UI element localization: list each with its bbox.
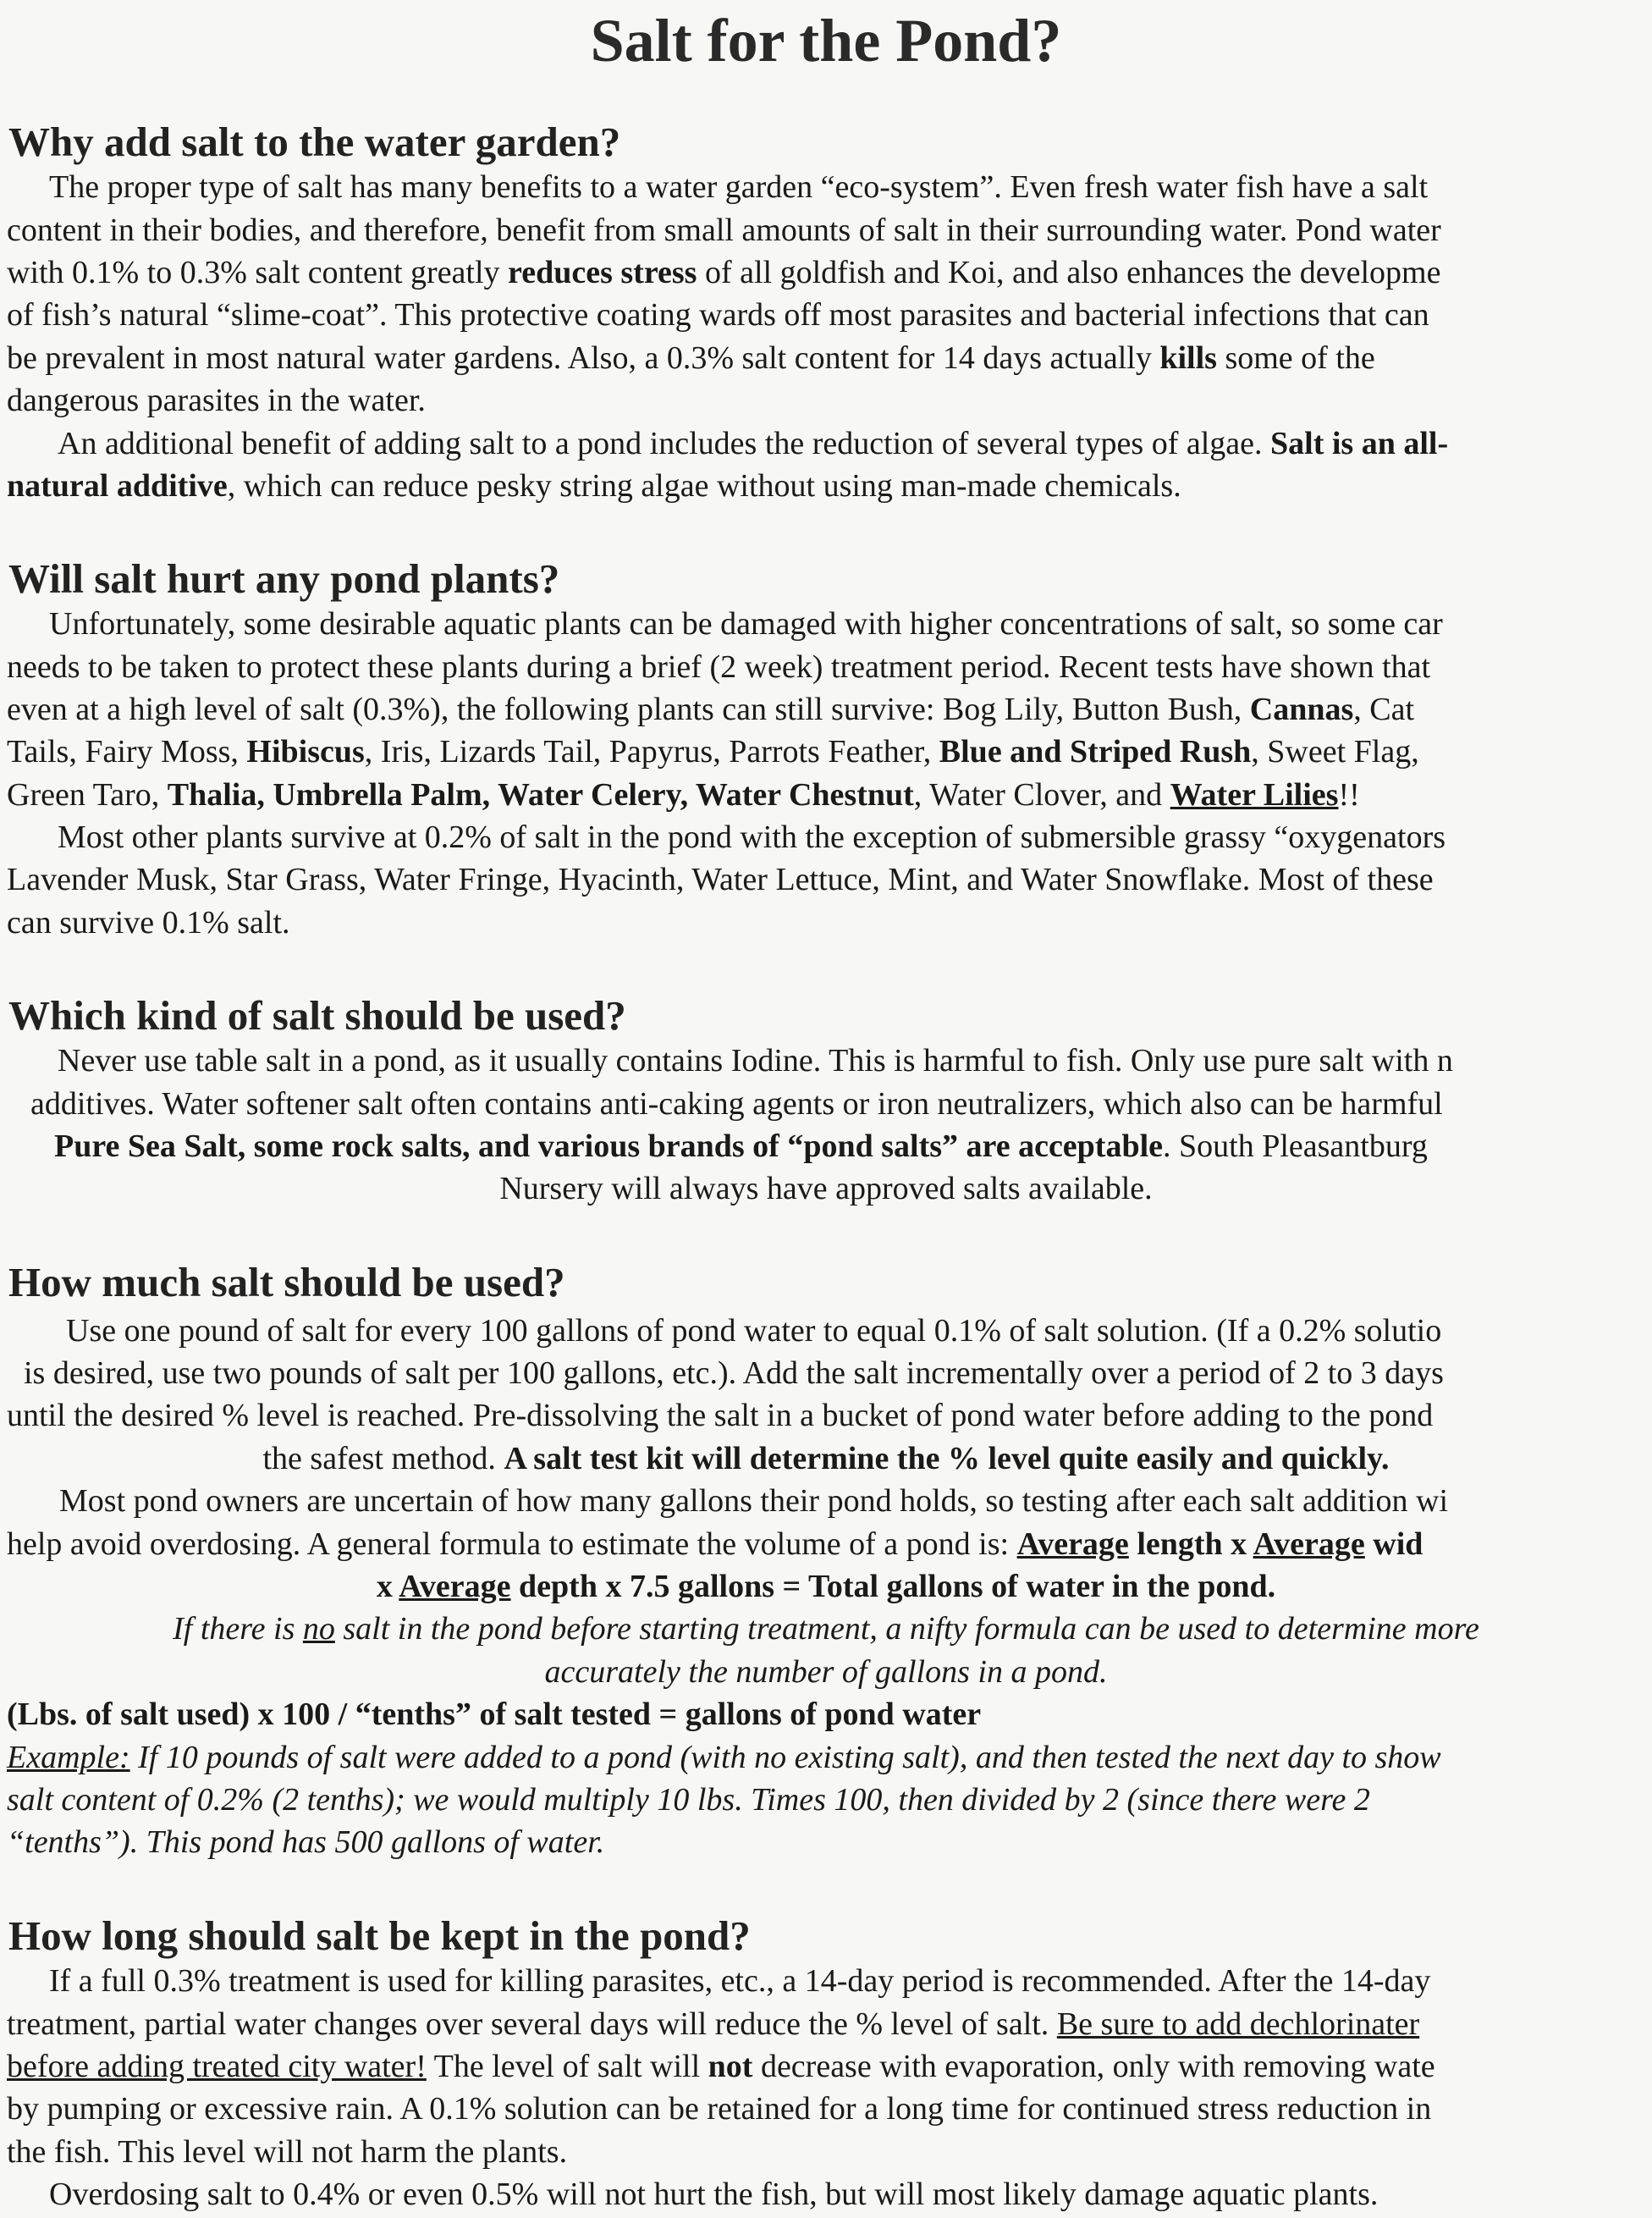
bold-text: Cannas — [1249, 692, 1354, 727]
bold-text: x — [376, 1569, 399, 1604]
paragraph-line — [7, 337, 1375, 379]
example-line: “tenths”). This pond has 500 gallons of water. — [7, 1824, 605, 1860]
bold-text: Thalia, Umbrella Palm, Water Celery, Water Chestnut — [167, 777, 914, 813]
bold-text: length x — [1128, 1526, 1253, 1562]
paragraph-line: of fish’s natural “slime-coat”. This protective coating wards off most parasites and bacterial infections that can — [7, 297, 1429, 333]
bold-underlined-text: Water Lilies — [1170, 777, 1339, 813]
bold-underlined-text: Average — [399, 1569, 511, 1604]
paragraph-line: Most other plants survive at 0.2% of salt in the pond with the exception of submersible grassy “oxygenators — [58, 819, 1446, 855]
text-run: , Iris, Lizards Tail, Papyrus, Parrots Feather, — [364, 734, 939, 770]
text-run: An additional benefit of adding salt to a pond includes the reduction of several types of algae. — [58, 426, 1271, 461]
paragraph-line: by pumping or excessive rain. A 0.1% solution can be retained for a long time for continued stress reduction in — [7, 2091, 1432, 2127]
section-heading-how-much: How much salt should be used? — [8, 1259, 565, 1305]
section-heading-why-add-salt: Why add salt to the water garden? — [8, 119, 621, 165]
text-run: Tails, Fairy Moss, — [7, 734, 247, 770]
underlined-text: Be sure to add dechlorinater — [1056, 2006, 1420, 2042]
paragraph-line: needs to be taken to protect these plants during a brief (2 week) treatment period. Recent tests have shown that — [7, 649, 1431, 685]
underlined-text: no — [302, 1611, 335, 1647]
text-run: , Cat — [1353, 692, 1415, 727]
example-line — [7, 1736, 1441, 1779]
paragraph-line — [7, 731, 1419, 773]
bold-underlined-text: Average — [1253, 1526, 1365, 1562]
paragraph-line: until the desired % level is reached. Pre-dissolving the salt in a bucket of pond water before adding to the pond — [7, 1398, 1434, 1433]
paragraph-line — [7, 2003, 1419, 2045]
section-heading-which-salt: Which kind of salt should be used? — [8, 992, 626, 1039]
bold-text: Hibiscus — [246, 734, 365, 770]
bold-text: depth x 7.5 gallons = Total gallons of water in the pond. — [510, 1569, 1276, 1604]
bold-text: A salt test kit will determine the % level quite easily and quickly. — [504, 1441, 1390, 1476]
paragraph-line — [54, 1125, 1428, 1167]
paragraph-line: can survive 0.1% salt. — [7, 905, 290, 941]
bold-text: kills — [1159, 340, 1217, 376]
paragraph-line: additives. Water softener salt often contains anti-caking agents or iron neutralizers, which also can be harmful — [30, 1086, 1443, 1122]
paragraph-line: Nursery will always have approved salts available. — [499, 1171, 1153, 1206]
text-run: help avoid overdosing. A general formula to estimate the volume of a pond is: — [7, 1526, 1017, 1562]
text-run: even at a high level of salt (0.3%), the following plants can still survive: Bog Lily, Button Bush, — [7, 692, 1250, 727]
italic-paragraph-line: accurately the number of gallons in a pond. — [544, 1654, 1108, 1690]
page-title: Salt for the Pond? — [590, 7, 1062, 74]
italic-paragraph-line — [0, 1608, 1652, 1650]
paragraph-line: Unfortunately, some desirable aquatic plants can be damaged with higher concentrations of salt, so some car — [49, 606, 1443, 642]
formula-line: (Lbs. of salt used) x 100 / “tenths” of salt tested = gallons of pond water — [7, 1697, 982, 1732]
paragraph-line: If a full 0.3% treatment is used for killing parasites, etc., a 14-day period is recommended. After the 14-day — [49, 1963, 1431, 1999]
text-run: , Sweet Flag, — [1251, 734, 1419, 770]
paragraph-line: content in their bodies, and therefore, benefit from small amounts of salt in their surrounding water. Pond water — [7, 212, 1441, 248]
text-run: !! — [1338, 777, 1360, 813]
text-run: with 0.1% to 0.3% salt content greatly — [7, 255, 509, 290]
text-run: , Water Clover, and — [913, 777, 1170, 813]
text-run: some of the — [1216, 340, 1375, 376]
text-run: treatment, partial water changes over several days will reduce the % level of salt. — [7, 2006, 1057, 2042]
paragraph-line: Lavender Musk, Star Grass, Water Fringe, Hyacinth, Water Lettuce, Mint, and Water Snowflake. Most of these — [7, 862, 1434, 897]
text-run: Green Taro, — [7, 777, 168, 813]
paragraph-line — [0, 1437, 1652, 1480]
text-run: The level of salt will — [426, 2049, 708, 2084]
paragraph-line — [7, 2045, 1435, 2088]
paragraph-line: The proper type of salt has many benefits to a water garden “eco-system”. Even fresh water fish have a salt — [49, 169, 1429, 205]
text-run: If 10 pounds of salt were added to a pond (with no existing salt), and then tested the next day to show — [129, 1740, 1441, 1775]
paragraph-line: Most pond owners are uncertain of how many gallons their pond holds, so testing after each salt addition wi — [59, 1483, 1449, 1519]
underlined-text: before adding treated city water! — [7, 2049, 427, 2084]
paragraph-line — [7, 251, 1440, 294]
paragraph-line: is desired, use two pounds of salt per 100 gallons, etc.). Add the salt incrementally over a period of 2 to 3 days — [24, 1355, 1444, 1391]
paragraph-line — [7, 774, 1360, 816]
paragraph-line — [7, 1523, 1423, 1565]
paragraph-line: Overdosing salt to 0.4% or even 0.5% will not hurt the fish, but will most likely damage aquatic plants. — [49, 2177, 1379, 2212]
paragraph-line: Never use table salt in a pond, as it usually contains Iodine. This is harmful to fish. Only use pure salt with n — [58, 1043, 1453, 1079]
section-heading-how-long: How long should salt be kept in the pond? — [8, 1912, 751, 1959]
example-line: salt content of 0.2% (2 tenths); we would multiply 10 lbs. Times 100, then divided by 2 (since there were 2 — [7, 1782, 1370, 1818]
text-run: decrease with evaporation, only with removing wate — [752, 2049, 1435, 2084]
bold-text: Pure Sea Salt, some rock salts, and various brands of “pond salts” are acceptable — [54, 1128, 1164, 1164]
text-run: of all goldfish and Koi, and also enhances the developme — [697, 255, 1441, 290]
underlined-text: Example: — [7, 1740, 130, 1775]
text-run: . South Pleasantburg — [1163, 1128, 1428, 1164]
text-run: If there is — [173, 1611, 303, 1647]
paragraph-line — [7, 688, 1414, 731]
bold-text: reduces stress — [508, 255, 697, 290]
bold-text: wid — [1364, 1526, 1423, 1562]
text-run: be prevalent in most natural water gardens. Also, a 0.3% salt content for 14 days actually — [7, 340, 1160, 376]
text-run: the safest method. — [262, 1441, 504, 1476]
text-run: salt in the pond before starting treatment, a nifty formula can be used to determine more — [334, 1611, 1479, 1647]
bold-text: Blue and Striped Rush — [939, 734, 1252, 770]
paragraph-line: dangerous parasites in the water. — [7, 383, 426, 418]
section-heading-pond-plants: Will salt hurt any pond plants? — [8, 555, 560, 602]
bold-underlined-text: Average — [1016, 1526, 1129, 1562]
paragraph-line: Use one pound of salt for every 100 gallons of pond water to equal 0.1% of salt solution. (If a 0.2% solutio — [66, 1313, 1442, 1349]
bold-text: not — [708, 2049, 753, 2084]
bold-text: Salt is an all- — [1270, 426, 1449, 461]
paragraph-line: the fish. This level will not harm the plants. — [7, 2134, 568, 2170]
paragraph-line — [58, 422, 1448, 465]
paragraph-line — [7, 465, 1181, 507]
text-run: , which can reduce pesky string algae without using man-made chemicals. — [227, 468, 1181, 504]
paragraph-line — [0, 1565, 1652, 1608]
bold-text: natural additive — [7, 468, 228, 504]
